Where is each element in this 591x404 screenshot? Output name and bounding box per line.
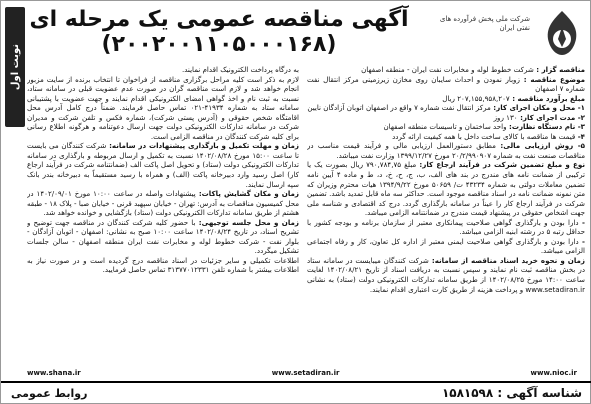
right-column-label: - [578,217,585,227]
edition-tag-label: نوبت اول [9,43,21,91]
right-column-text: مبلغ ۷۹۰,۷۸۴,۷۵ ریال بصورت یک یا ترکیبی از ضمانت نامه های مندرج در بند های الف، ب، ج، ح، خ، د، ط و ماده ۴ آیین نامه تضمین معاملات دولتی به شماره ۴۳۲۳۴ ت/ ۵۰۶۵۹ مورخ ۱۳۹۴/۹/۲۲ هیات محترم وزیران که متن نمونه ضمانت نامه در اسناد مناقصه موجود است. حداکثر سه ماه قابل تمدید باشد. تضمین شرکت در فرآیند ارجاع کار را عیناً در سامانه بارگذاری گردد. درج کد اقتصادی و شناسه ملی جهت اشخاص حقوقی در پیشنهاد قیمت مندرج در ضمانتنامه الزامی میباشد. [307,160,585,218]
left-column-text: پیشنهادات واصله در ساعت ۱۰:۰۰ مورخ ۱۴۰۲/۰۹/۰۱ در محل کمیسیون مناقصات به آدرس: تهران - خیابان سپهبد قرنی - خیابان صبا - پلاک ۱۸ - طبقه هشتم از طریق سامانه تدارکات الکترونیکی دولت (ستاد) بازگشایی و خوانده خواهد شد. [27,189,299,218]
edition-tag [5,7,25,127]
left-column-paragraph [27,256,299,275]
right-column-text: مرکز انتقال نفت شماره ۷ واقع در اصفهان اتوبان آزادگان نایین [307,103,491,113]
right-column-text: ۱۳۰ روز [493,112,518,122]
nioc-logo-icon [540,9,584,57]
right-column-paragraph [307,256,585,294]
right-column-text: ۲۰۷,۱۵۵,۹۵۸,۲۰۷ ریال [442,93,510,103]
right-column-paragraph [307,237,585,256]
right-column-label: ۵- روش ارزیابی مالی: [495,141,585,151]
ad-body [27,65,585,369]
right-column-text: مطابق دستورالعمل ارزیابی مالی و فرآیند قیمت مناسب در مناقصات صنعت نفت به شماره ۲۰/۲/۹۹۰۹۰۷ مورخ ۱۳۹۹/۱۲/۲۷ وزارت نفت میباشد. [307,141,585,160]
ad-title: آگهی مناقصه عمومی یک مرحله ای (۲۰۰۲۰۰۱۱۰۵۰۰۰۱۶۸) [29,7,409,57]
right-column-label: ۲- مدت اجرای کار: [517,112,585,122]
right-column-label: مناقصه گزار : [533,65,585,74]
right-column-text: شرکت کنندگان میبایست در سامانه ستاد در بخش مناقصه ثبت نام نمایند و سپس نسبت به دریافت اسناد از تاریخ ۱۴۰۲/۰۸/۲۱ لغایت ساعت ۱۴:۰۰ مورخ ۱۴۰۲/۰۸/۲۵ از طریق سامانه تدارکات الکترونیکی دولت (ستاد) به نشانی www.setadiran.ir و پرداخت هزینه از طریق کارت اعتباری اقدام نمایند. [307,255,585,294]
ad-header [1,1,591,63]
right-column-paragraph [307,160,585,217]
right-column-text: زوبار نمودن و احداث سایبان روی مخازن زیرزمینی مرکز انتقال نفت شماره ۷ اصفهان [307,74,585,94]
left-column-text: اطلاعات تکمیلی و سایر جزئیات در اسناد مناقصه درج گردیده است و در صورت نیاز به اطلاعات بیشتر با شماره تلفن ۳۱۳۷۷۰۱۲۳۳۱ تماس حاصل فرمایید. [27,255,299,275]
right-column-paragraph [307,65,585,75]
right-column-label: - [578,236,585,246]
left-column-label: زمان و محل جلسه توجیهی: [195,217,299,227]
right-column-paragraph [307,94,585,104]
left-column-text: لازم به ذکر است کلیه مراحل برگزاری مناقصه از فراخوان تا انتخاب برنده از سایت مزبور انجام خواهد شد و لازم است مناقصه گران در صورت عدم عضویت قبلی در سامانه ستاد، نسبت به ثبت نام و اخذ گواهی امضای الکترونیکی اقدام نمایند و جهت عضویت با پشتیبانی سامانه ستاد به شماره ۴۱۹۳۴-۰۲۱ تماس حاصل فرمایند. ضمناً درج کامل آدرس محل اقامتگاه شخص حقوقی و (آدرس پستی شرکت)، شماره فکس و تلفن شرکت و مدیران شرکت در سامانه تدارکات الکترونیکی دولت جهت ارسال دعوتنامه و هرگونه اطلاع رسانی برای کلیه شرکت کنندگان در مناقصه الزامی است. [27,74,299,141]
left-column-label: زمان و مهلت تکمیل و بارگذاری پیشنهادات در سامانه: [106,141,299,151]
right-column-paragraph [307,75,585,94]
right-column-paragraph [307,132,585,142]
right-column-paragraph [307,218,585,237]
right-column-label: ۳- نام دستگاه نظارت: [506,122,585,132]
right-column-paragraph [307,103,585,113]
left-column-paragraph [27,65,299,75]
left-column [27,65,299,369]
company-logo-block [434,7,584,59]
setadiran-link[interactable]: www.setadiran.ir [271,369,340,377]
left-column-label: زمان و مکان گشایش پاکات: [195,189,299,199]
right-column-text: قیمت ها مناقصه با کالای ساخت داخل با همه کیفیت ارائه گردد [392,131,576,141]
right-column-label: زمان و نحوه خرید اسناد مناقصه از سامانه: [428,255,585,265]
shana-link[interactable]: www.shana.ir [27,369,81,377]
nioc-link[interactable]: www.nioc.ir [530,369,577,377]
left-column-text: به درگاه پرداخت الکترونیک اقدام نمایند. [181,65,299,74]
right-column-text: دارا بودن و بارگذاری گواهی صلاحیت پیمانکاری معتبر از سازمان برنامه و بودجه کشور با حداقل رتبه ۵ در رشته ابنیه الزامی میباشد. [307,217,585,237]
right-column-text: دارا بودن و بارگذاری گواهی صلاحیت ایمنی معتبر از اداره کل تعاون، کار و رفاه اجتماعی الزامی میباشد. [307,236,585,256]
right-column-label: نوع و مبلغ تضمین شرکت در فرآیند ارجاع کار: [416,160,585,170]
right-column-label: مبلغ برآورد مناقصه : [509,93,585,103]
right-column [307,65,585,369]
right-column-paragraph [307,141,585,160]
public-relations-label: روابط عمومی [11,386,88,400]
website-links [27,369,577,381]
right-column-text: شرکت خطوط لوله و مخابرات نفت ایران - منطقه اصفهان [361,65,534,74]
left-column-paragraph [27,218,299,256]
left-column-text: شرکت کنندگان می بایست تا ساعت ۱۵:۰۰ مورخ ۱۴۰۲/۰۸/۲۸ نسبت به تکمیل و ارسال مربوطه و بارگذاری در سامانه تدارکات الکترونیکی دولت (ستاد) و تحویل اصل پاکت الف (ضمانتنامه شرکت در فرآیند ارجاع کار) اصل رسید وارد دبیرخانه پاکت (الف) و همراه با رسید مستقیماً به دبیرخانه بندر بانک سپه ارسال نمایند. [27,141,299,189]
left-column-paragraph [27,189,299,218]
left-column-text: با حضور کلیه شرکت کنندگان در مناقصه جهت توضیح و تشریح اسناد، در تاریخ ۱۴۰۲/۰۸/۲۴ ساعت ۱۰:۰۰ صبح به نشانی: اصفهان - اتوبان آزادگان - بلوار نفت - شرکت خطوط لوله و مخابرات نفت ایران منطقه اصفهان - سالن جلسات تشکیل میگردد. [27,217,299,256]
right-column-label: ۱- محل و مکان اجرای کار: [490,103,585,113]
right-column-paragraph [307,122,585,132]
right-column-paragraph [307,113,585,123]
right-column-label: ۴- [575,131,585,141]
left-column-paragraph [27,75,299,142]
right-column-label: موضوع مناقصه : [519,74,585,84]
right-column-text: واحد ساختمان و تاسیسات منطقه اصفهان [383,122,507,132]
left-column-paragraph [27,141,299,189]
ad-footer [1,381,591,403]
logo-text: شرکت ملی پخش فرآورده های نفتی ایران [439,15,530,32]
ad-id: شناسه آگهی : ۱۵۸۱۵۹۸ [441,386,582,400]
